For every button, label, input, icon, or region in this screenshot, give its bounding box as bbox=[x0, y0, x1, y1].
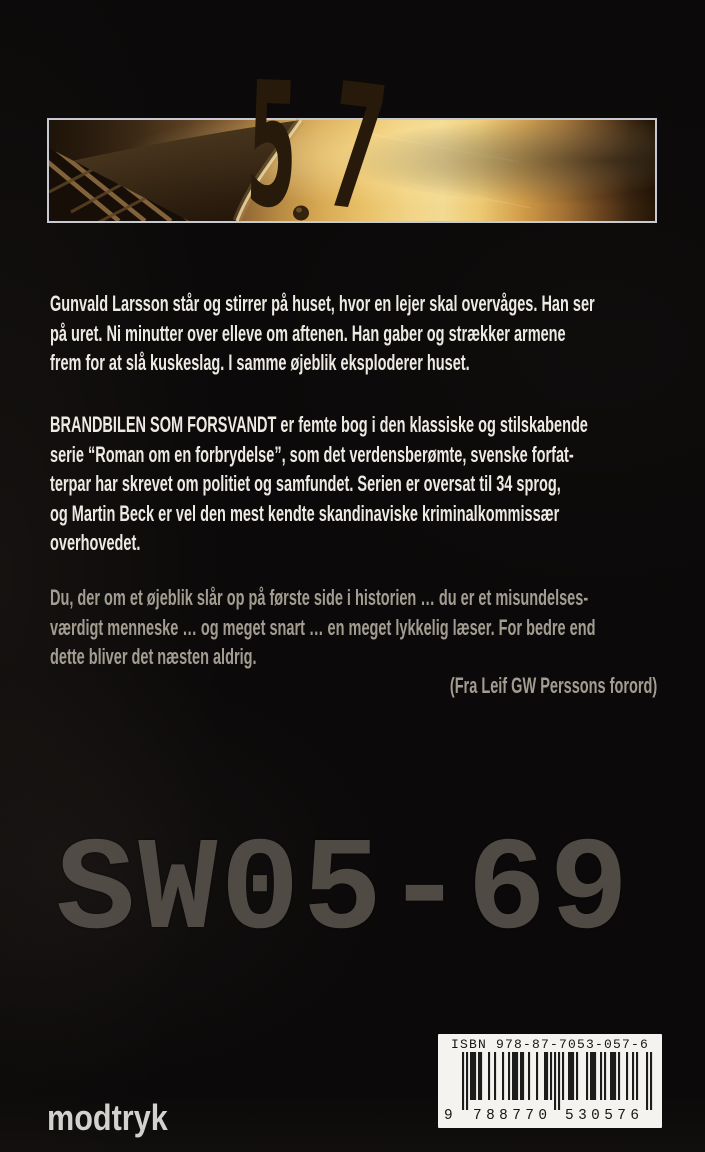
barcode-digits-left: 788770 bbox=[473, 1108, 547, 1124]
blurb-line: overhovedet. bbox=[50, 530, 141, 555]
series-paragraph bbox=[50, 410, 657, 558]
barcode-bars bbox=[462, 1052, 652, 1110]
barcode-digits-right: 530576 bbox=[565, 1108, 639, 1124]
isbn-barcode-box bbox=[438, 1034, 662, 1128]
blurb-line: terpar har skrevet om politiet og samfundet. Serien er oversat til 34 sprog, bbox=[50, 471, 561, 496]
blurb-line: frem for at slå kuskeslag. I samme øjeblik eksploderer huset. bbox=[50, 350, 470, 375]
blurb-line: serie “Roman om en forbrydelse”, som det verdensberømte, svenske forfat- bbox=[50, 441, 574, 467]
blurb-line: Gunvald Larsson står og stirrer på huset, hvor en lejer skal overvåges. Han ser bbox=[50, 291, 595, 316]
foreword-quote bbox=[50, 583, 657, 672]
photo-dark-vignette bbox=[49, 120, 655, 221]
isbn-label: ISBN 978-87-7053-057-6 bbox=[450, 1037, 650, 1052]
publisher-logo: modtryk bbox=[47, 1097, 168, 1138]
quote-line: værdigt menneske … og meget snart … en meget lykkelig læser. For bedre end bbox=[50, 614, 596, 640]
quote-line: dette bliver det næsten aldrig. bbox=[50, 644, 257, 669]
blurb-line: på uret. Ni minutter over elleve om aftenen. Han gaber og strækker armene bbox=[50, 320, 566, 346]
barcode-digit-first: 9 bbox=[444, 1108, 453, 1124]
blurb-line: BRANDBILEN SOM FORSVANDT er femte bog i den klassiske og stilskabende bbox=[50, 412, 588, 437]
ean13-barcode bbox=[443, 1052, 657, 1124]
teaser-paragraph bbox=[50, 289, 657, 378]
quote-line: Du, der om et øjeblik slår op på første side i historien … du er et misundelses- bbox=[50, 585, 589, 610]
production-code: SW05-69 bbox=[56, 817, 632, 967]
cover-photo-frame bbox=[47, 118, 657, 223]
quote-attribution: (Fra Leif GW Perssons forord) bbox=[449, 673, 658, 698]
fire-truck-photo-illustration bbox=[49, 120, 655, 221]
blurb-line: og Martin Beck er vel den mest kendte skandinaviske kriminalkommissær bbox=[50, 500, 560, 526]
